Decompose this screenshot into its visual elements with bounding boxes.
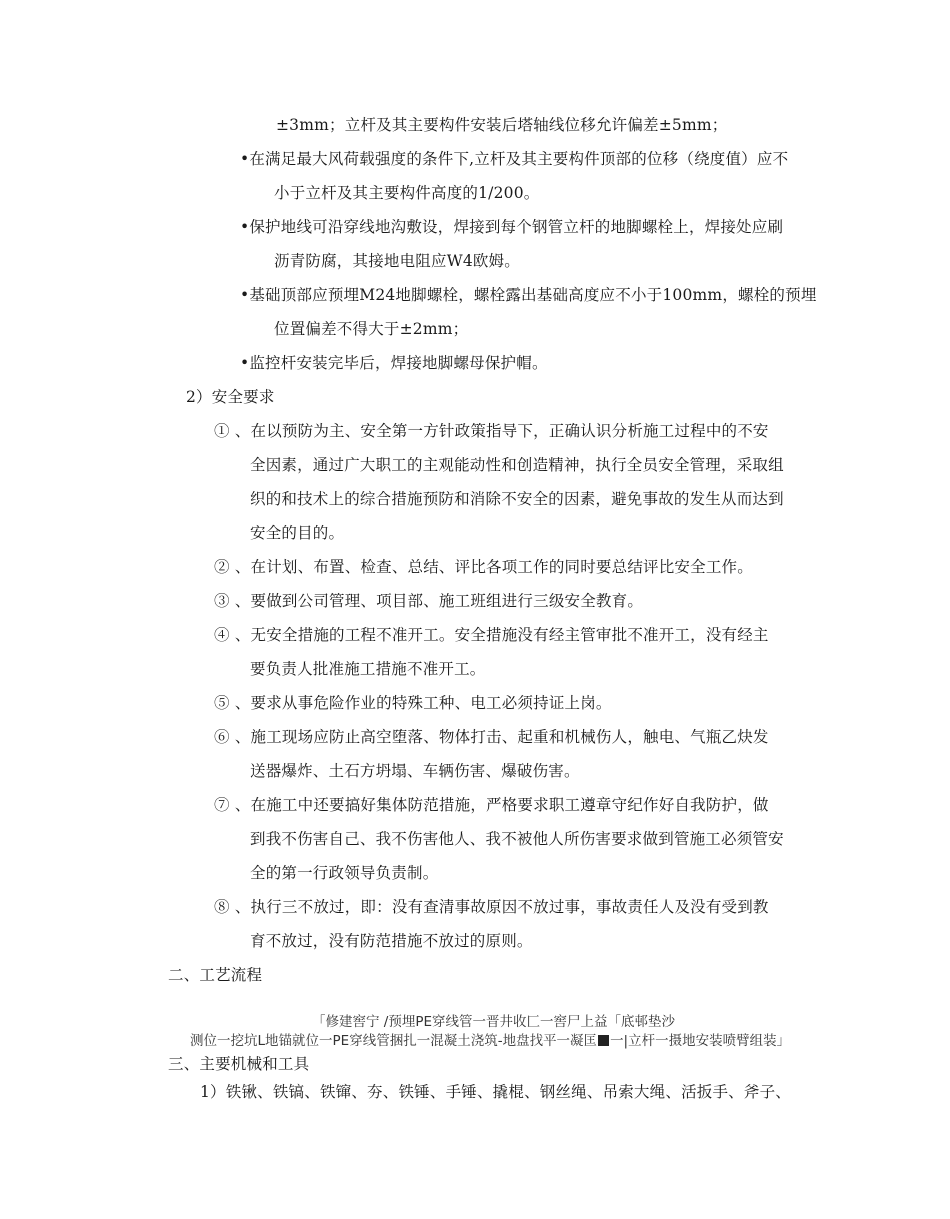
section-heading: 三、主要机械和工具 [168,1055,310,1073]
bullet-item: •基础顶部应预埋M24地脚螺栓，螺栓露出基础高度应不小于100mm，螺栓的预埋 [240,286,817,304]
square-mark-icon [598,1035,609,1046]
text-line: 全的第一行政领导负责制。 [250,864,439,882]
process-flow-line [190,1032,790,1050]
list-item: ⑦ 、在施工中还要搞好集体防范措施，严格要求职工遵章守纪作好自我防护，做 [214,796,769,814]
text-line: 安全的目的。 [250,524,345,542]
process-flow-text: 测位一挖坑L地锚就位一PE穿线管捆扎一混凝土浇筑-地盘找平一凝匡 [190,1033,598,1049]
list-item: ⑤ 、要求从事危险作业的特殊工种、电工必须持证上岗。 [214,694,612,712]
bullet-item: •保护地线可沿穿线地沟敷设，焊接到每个钢管立杆的地脚螺栓上，焊接处应刷 [240,218,784,236]
list-item: ① 、在以预防为主、安全第一方针政策指导下，正确认识分析施工过程中的不安 [214,422,769,440]
text-line: 沥青防腐，其接地电阻应W4欧姆。 [274,252,520,270]
list-item: ⑧ 、执行三不放过，即：没有查清事故原因不放过事，事故责任人及没有受到教 [214,898,769,916]
list-item: ③ 、要做到公司管理、项目部、施工班组进行三级安全教育。 [214,592,644,610]
text-line: 要负责人批准施工措施不准开工。 [250,660,486,678]
list-item: 1）铁锹、铁镐、铁镩、夯、铁锤、手锤、撬棍、钢丝绳、吊索大绳、活扳手、斧子、 [200,1083,791,1101]
text-line: 送器爆炸、土石方坍塌、车辆伤害、爆破伤害。 [250,762,580,780]
text-line: 育不放过，没有防范措施不放过的原则。 [250,932,533,950]
list-item: ④ 、无安全措施的工程不准开工。安全措施没有经主管审批不准开工，没有经主 [214,626,769,644]
process-flow-text: 一|立杆一摄地安装喷臂组装」 [610,1033,791,1049]
bullet-item: •在满足最大风荷载强度的条件下,立杆及其主要构件顶部的位移（绕度值）应不 [240,150,789,168]
list-item: ⑥ 、施工现场应防止高空堕落、物体打击、起重和机械伤人，触电、气瓶乙炔发 [214,728,769,746]
bullet-item: •监控杆安装完毕后，焊接地脚螺母保护帽。 [240,354,548,372]
process-flow-line: 「修建窖宁 /预埋PE穿线管一晋井收匚一窖尸上益「底邨垫沙 [312,1014,676,1030]
text-line: 到我不伤害自己、我不伤害他人、我不被他人所伤害要求做到管施工必须管安 [250,830,784,848]
text-line: ±3mm；立杆及其主要构件安装后塔轴线位移允许偏差±5mm； [276,116,728,134]
section-heading: 2）安全要求 [186,388,275,406]
text-line: 全因素，通过广大职工的主观能动性和创造精神，执行全员安全管理，采取组 [250,456,784,474]
list-item: ② 、在计划、布置、检查、总结、评比各项工作的同时要总结评比安全工作。 [214,558,753,576]
text-line: 小于立杆及其主要构件高度的1/200。 [274,184,540,202]
text-line: 织的和技术上的综合措施预防和消除不安全的因素，避免事故的发生从而达到 [250,490,784,508]
text-line: 位置偏差不得大于±2mm； [274,320,469,338]
section-heading: 二、工艺流程 [168,966,263,984]
